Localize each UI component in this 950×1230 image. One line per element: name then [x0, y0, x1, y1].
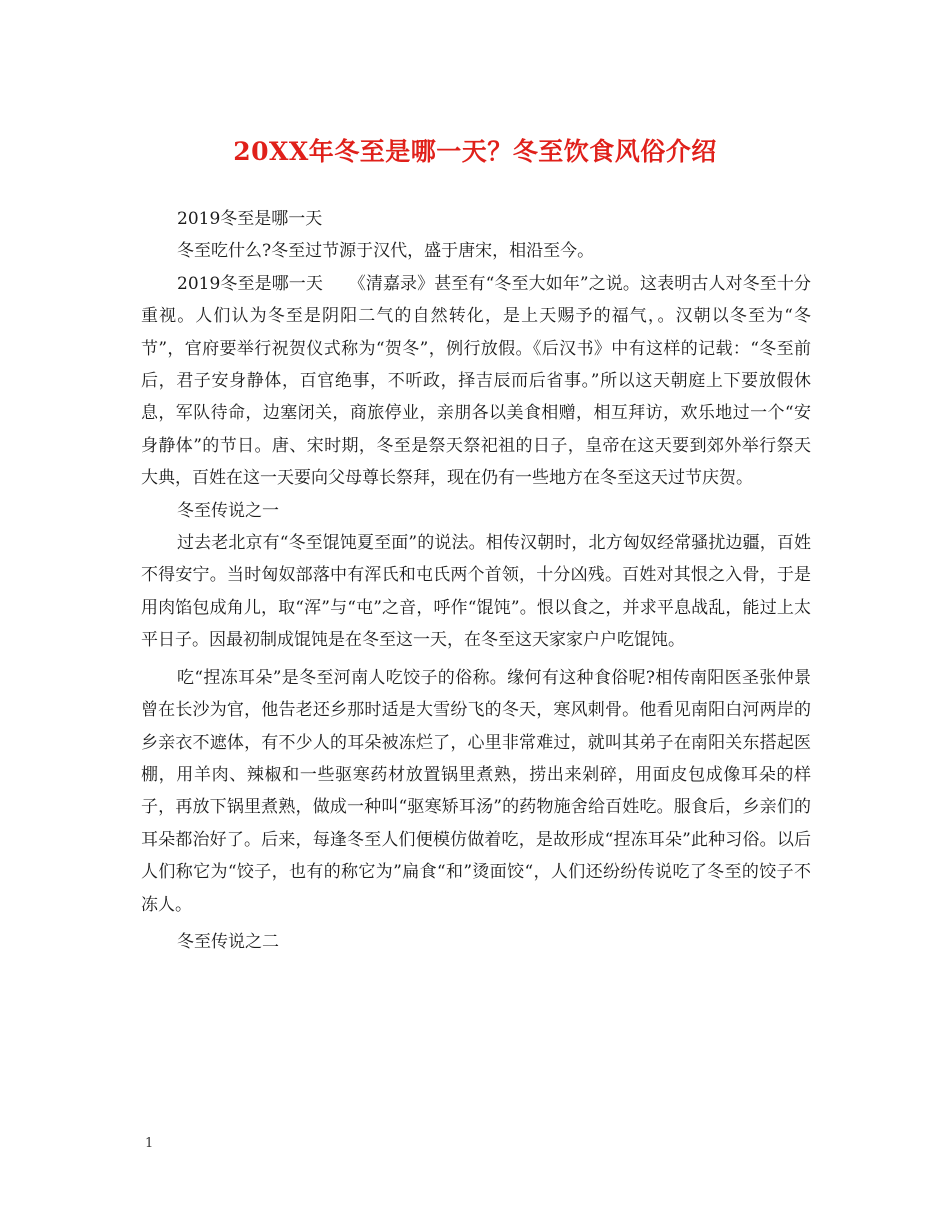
paragraph-dumpling-legend: 吃“捏冻耳朵”是冬至河南人吃饺子的俗称。缘何有这种食俗呢?相传南阳医圣张仲景曾在长沙为官，他告老还乡那时适是大雪纷飞的冬天，寒风刺骨。他看见南阳白河两岸的乡亲衣不遮体，有不少人的耳朵被冻烂了，心里非常难过，就叫其弟子在南阳关东搭起医棚，用羊肉、辣椒和一些驱寒药材放置锅里煮熟，捞出来剁碎，用面皮包成像耳朵的样子，再放下锅里煮熟，做成一种叫“驱寒矫耳汤”的药物施舍给百姓吃。服食后，乡亲们的耳朵都治好了。后来，每逢冬至人们便模仿做着吃，是故形成“捏冻耳朵”此种习俗。以后人们称它为“饺子，也有的称它为”扁食“和”烫面饺“，人们还纷纷传说吃了冬至的饺子不冻人。	[141, 667, 811, 915]
paragraph-wonton-legend: 过去老北京有“冬至馄饨夏至面”的说法。相传汉朝时，北方匈奴经常骚扰边疆，百姓不得安宁。当时匈奴部落中有浑氏和屯氏两个首领，十分凶残。百姓对其恨之入骨，于是用肉馅包成角儿，取“浑”与“屯”之音，呼作“馄饨”。恨以食之，并求平息战乱，能过上太平日子。因最初制成馄饨是在冬至这一天，在冬至这天家家户户吃馄饨。	[141, 533, 811, 651]
paragraph-legend-two-heading: 冬至传说之二	[177, 931, 279, 952]
paragraph-intro: 冬至吃什么?冬至过节源于汉代，盛于唐宋，相沿至今。	[177, 241, 595, 262]
page-title: 20XX年冬至是哪一天？冬至饮食风俗介绍	[233, 137, 717, 166]
document-body	[141, 203, 811, 958]
page-number: 1	[145, 1136, 154, 1151]
paragraph-heading-date: 2019冬至是哪一天	[177, 209, 323, 229]
paragraph-history: 2019冬至是哪一天 《清嘉录》甚至有“冬至大如年”之说。这表明古人对冬至十分重视。人们认为冬至是阴阳二气的自然转化，是上天赐予的福气，。汉朝以冬至为“冬节”，官府要举行祝贺仪式称为“贺冬”，例行放假。《后汉书》中有这样的记载：“冬至前后，君子安身静体，百官绝事，不听政，择吉辰而后省事。”所以这天朝庭上下要放假休息，军队待命，边塞闭关，商旅停业，亲朋各以美食相赠，相互拜访，欢乐地过一个“安身静体”的节日。唐、宋时期，冬至是祭天祭祀祖的日子，皇帝在这天要到郊外举行祭天大典，百姓在这一天要向父母尊长祭拜，现在仍有一些地方在冬至这天过节庆贺。	[141, 273, 811, 489]
paragraph-legend-one-heading: 冬至传说之一	[177, 500, 279, 521]
